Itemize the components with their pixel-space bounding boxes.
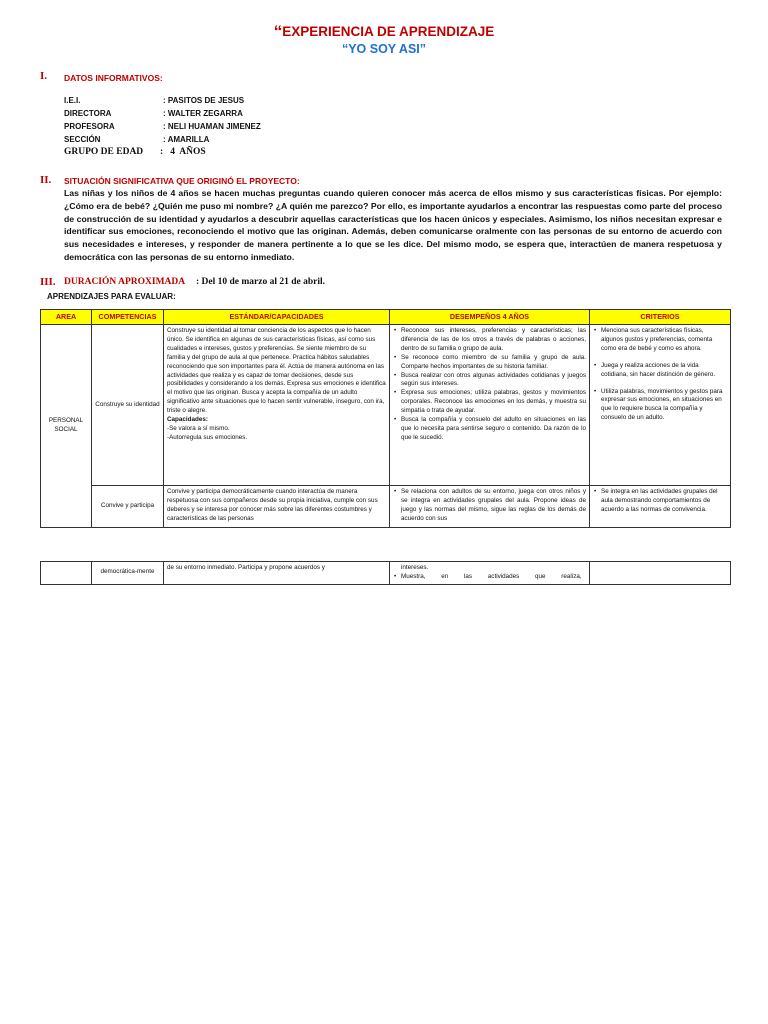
section2-heading: SITUACIÓN SIGNIFICATIVA QUE ORIGINÓ EL PROYECTO: bbox=[64, 176, 300, 186]
criterio-item: • Utiliza palabras, movimientos y gestos para expresar sus emociones, en situaciones en que lo requiere busca la compañía y consuelo de un adulto. bbox=[601, 388, 727, 424]
info-label-profesora: PROFESORA bbox=[64, 122, 115, 131]
capacidad-item: -Autorregula sus emociones. bbox=[167, 433, 248, 441]
info-label-grupo: GRUPO DE EDAD bbox=[64, 147, 144, 157]
eval-label: APRENDIZAJES PARA EVALUAR: bbox=[47, 292, 176, 301]
desempeno-item: • Expresa sus emociones; utiliza palabras, gestos y movimientos corporales. Reconoce las emociones en los demás, y muestra su simpatía o trata de ayudar. bbox=[401, 389, 586, 416]
header-desempenos: DESEMPEÑOS 4 AÑOS bbox=[390, 310, 590, 325]
learning-table bbox=[40, 309, 731, 528]
info-value-directora: : WALTER ZEGARRA bbox=[163, 109, 243, 118]
info-label-directora: DIRECTORA bbox=[64, 109, 112, 118]
info-value-profesora: : NELI HUAMAN JIMENEZ bbox=[163, 122, 261, 131]
table-row bbox=[41, 325, 731, 486]
capacidades-label: Capacidades: bbox=[167, 416, 208, 424]
desempeno-item: • Se relaciona con adultos de su entorno, juega con otros niños y se integra en actividades grupales del aula. Propone ideas de juego y las normas del mismo, sigue las reglas de los demás de acuerdo con sus bbox=[401, 488, 586, 524]
document-title bbox=[0, 22, 768, 42]
estandar-cell bbox=[164, 325, 390, 486]
section1-heading: DATOS INFORMATIVOS: bbox=[64, 73, 163, 83]
desempeno-item: • Reconoce sus intereses, preferencias y características; las diferencia de las de los otros a través de palabras o acciones, dentro de su familia o grupo de aula. bbox=[401, 327, 586, 354]
competencia-cell: democrática-mente bbox=[92, 562, 164, 585]
competencia-cell: Construye su identidad bbox=[92, 325, 164, 486]
desempeno-item: • Busca realizar con otros algunas actividades cotidianas y juegos según sus intereses. bbox=[401, 372, 586, 390]
criterio-item: • Se integra en las actividades grupales del aula demostrando comportamientos de acuerdo a las normas de convivencia. bbox=[601, 488, 727, 515]
estandar-cell: Convive y participa democráticamente cuando interactúa de manera respetuosa con sus compañeros desde su propia iniciativa, cumple con sus deberes y se interesa por conocer más sobre las diferentes costumbres y características de las personas bbox=[164, 486, 390, 528]
info-value-iei: : PASITOS DE JESUS bbox=[163, 96, 245, 105]
competencia-cell: Convive y participa bbox=[92, 486, 164, 528]
duration-value: : Del 10 de marzo al 21 de abril. bbox=[196, 277, 326, 287]
section1-number: I. bbox=[40, 70, 48, 82]
table-header-row bbox=[41, 310, 731, 325]
header-competencias: COMPETENCIAS bbox=[92, 310, 164, 325]
title-open-quote: “ bbox=[273, 22, 283, 41]
criterio-item: • Juega y realiza acciones de la vida cotidiana, sin hacer distinción de género. bbox=[601, 362, 727, 380]
info-label-seccion: SECCIÓN bbox=[64, 135, 101, 144]
info-value-seccion: : AMARILLA bbox=[163, 135, 210, 144]
desempeno-continuation: intereses. bbox=[401, 564, 429, 571]
desempeno-item: • Busca la compañía y consuelo del adulto en situaciones en las que lo necesita para sentirse seguro o contenido. Da razón de lo que le sucedió. bbox=[401, 416, 586, 443]
situation-paragraph: Las niñas y los niños de 4 años se hacen muchas preguntas cuando quieren conocer más acerca de ellos mismo y sus características físicas. Por ejemplo:¿Cómo era de bebé? ¿Quién me puso mi nombre? ¿A quién me parezco? Por ello, es importante ayudarlos a encontrar las respuestas como parte del proceso de construcción de su identidad y ayudarlos a descubrir aquellas características que los hacen únicos y especiales. Asimismo, los niños necesitan expresar e identificar sus emociones, reconociendo el motivo que las originan. Además, deben comunicarse oralmente con las personas de su entorno de acuerdo con sus necesidades e intereses, y responder de manera pertinente a lo que se les dice. Del mismo modo, se espera que, interactúen de manera respetuosa y democrática con las personas de su entorno inmediato. bbox=[64, 188, 722, 262]
criterios-cell bbox=[590, 325, 731, 486]
estandar-text: Construye su identidad al tomar conciencia de los aspectos que lo hacen único. Se identifica en algunas de sus características físicas, así como sus cualidades e intereses, gustos y preferencias. Se siente miembro de su familia y del grupo de aula al que pertenece. Practica hábitos saludables reconociendo que son importantes para él. Actúa de manera autónoma en las actividades que realiza y es capaz de tomar decisiones, desde sus posibilidades y considerando a los demás. Expresa sus emociones e identifica el motivo que las originan. Busca y acepta la compañía de un adulto significativo ante situaciones que lo hacen sentir vulnerable, inseguro, con ira, triste o alegre. bbox=[167, 327, 386, 415]
table-row bbox=[41, 486, 731, 528]
header-criterios: CRITERIOS bbox=[590, 310, 731, 325]
desempenos-cell bbox=[390, 562, 590, 585]
section3-number: III. bbox=[40, 276, 56, 288]
title-text: EXPERIENCIA DE APRENDIZAJE bbox=[282, 24, 495, 39]
estandar-cell: de su entorno inmediato. Participa y propone acuerdos y bbox=[164, 562, 390, 585]
capacidad-item: -Se valora a sí mismo. bbox=[167, 424, 230, 432]
table-row bbox=[41, 562, 731, 585]
criterio-item: • Menciona sus características físicas, algunos gustos y preferencias, comenta como era de bebé y como es ahora. bbox=[601, 327, 727, 354]
info-value-grupo: : 4 AÑOS bbox=[160, 147, 206, 157]
info-label-iei: I.E.I. bbox=[64, 96, 81, 105]
desempeno-item: • Muestra, en las actividades que realiza, bbox=[401, 573, 586, 582]
criterios-cell bbox=[590, 562, 731, 585]
area-cell bbox=[41, 562, 92, 585]
header-estandar: ESTÁNDAR/CAPACIDADES bbox=[164, 310, 390, 325]
area-cell: PERSONAL SOCIAL bbox=[41, 325, 92, 528]
section3-heading: DURACIÓN APROXIMADA bbox=[64, 277, 186, 287]
section2-number: II. bbox=[40, 174, 52, 186]
desempeno-item: • Se reconoce como miembro de su familia y grupo de aula. Comparte hechos importantes de su historia familiar. bbox=[401, 354, 586, 372]
desempenos-cell bbox=[390, 325, 590, 486]
desempenos-cell bbox=[390, 486, 590, 528]
document-subtitle: “YO SOY ASI” bbox=[341, 42, 427, 56]
continuation-table bbox=[40, 561, 731, 585]
header-area: AREA bbox=[41, 310, 92, 325]
criterios-cell bbox=[590, 486, 731, 528]
